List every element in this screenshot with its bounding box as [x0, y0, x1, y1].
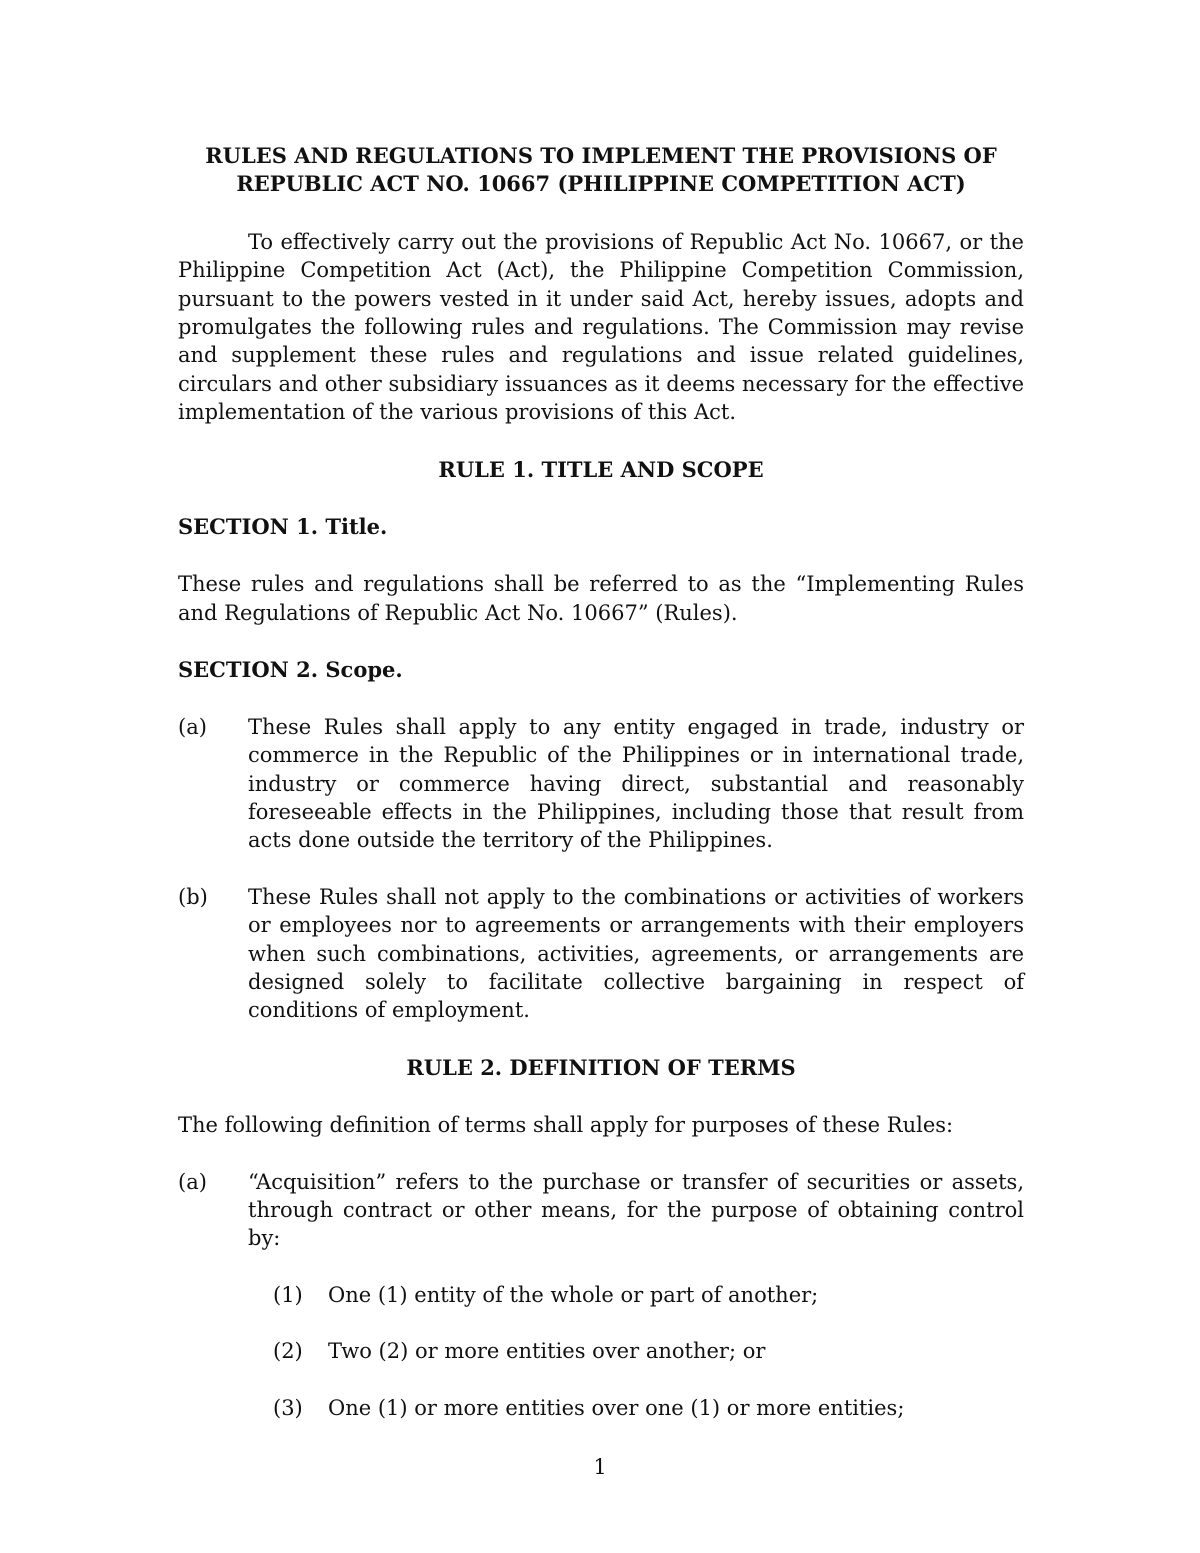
definition-item-a — [178, 1168, 1024, 1253]
definition-subitem-3 — [273, 1394, 1024, 1422]
scope-item-a-label: (a) — [178, 714, 207, 739]
definition-subitem-2-label: (2) — [273, 1339, 303, 1364]
page-content — [178, 142, 1024, 1422]
rule-2-intro: The following definition of terms shall apply for purposes of these Rules: — [178, 1113, 954, 1138]
scope-item-b-label: (b) — [178, 884, 208, 909]
section-2-heading: SECTION 2. Scope. — [178, 657, 403, 683]
definition-item-a-label: (a) — [178, 1169, 207, 1194]
definition-subitem-2-text: Two (2) or more entities over another; or — [328, 1339, 766, 1364]
document-title-line-1: RULES AND REGULATIONS TO IMPLEMENT THE PROVISIONS OF — [205, 143, 997, 168]
scope-item-a — [178, 713, 1024, 855]
scope-item-b — [178, 883, 1024, 1025]
definition-subitem-1-label: (1) — [273, 1282, 303, 1307]
definition-subitem-2 — [273, 1337, 1024, 1365]
section-1-text: These rules and regulations shall be referred to as the “Implementing Rules and Regulations of Republic Act No. 10667” (Rules). — [178, 572, 1024, 625]
scope-item-a-text: These Rules shall apply to any entity engaged in trade, industry or commerce in the Republic of the Philippines or in international trade, industry or commerce having direct, substantial and reasonably foreseeable effects in the Philippines, including those that result from acts done outside the territory of the Philippines. — [248, 714, 1024, 853]
definition-subitem-1-text: One (1) entity of the whole or part of another; — [328, 1282, 819, 1307]
intro-paragraph: To effectively carry out the provisions of Republic Act No. 10667, or the Philippine Competition Act (Act), the Philippine Competition Commission, pursuant to the powers vested in it under said Act, hereby issues, adopts and promulgates the following rules and regulations. The Commission may revise and supplement these rules and regulations and issue related guidelines, circulars and other subsidiary issuances as it deems necessary for the effective implementation of the various provisions of this Act. — [178, 229, 1024, 425]
definition-subitem-3-label: (3) — [273, 1395, 303, 1420]
rule-1-heading: RULE 1. TITLE AND SCOPE — [438, 456, 764, 482]
definition-subitem-3-text: One (1) or more entities over one (1) or more entities; — [328, 1395, 905, 1420]
page-number: 1 — [593, 1455, 607, 1479]
definition-subitem-1 — [273, 1281, 1024, 1309]
rule-2-heading: RULE 2. DEFINITION OF TERMS — [406, 1054, 796, 1080]
scope-item-b-text: These Rules shall not apply to the combinations or activities of workers or employees nor to agreements or arrangements with their employers when such combinations, activities, agreements, or arrangements are designed solely to facilitate collective bargaining in respect of conditions of employment. — [248, 884, 1024, 1023]
definition-item-a-text: “Acquisition” refers to the purchase or transfer of securities or assets, through contract or other means, for the purpose of obtaining control by: — [248, 1169, 1024, 1251]
document-title-line-2: REPUBLIC ACT NO. 10667 (PHILIPPINE COMPETITION ACT) — [236, 171, 966, 197]
section-1-heading: SECTION 1. Title. — [178, 514, 388, 540]
